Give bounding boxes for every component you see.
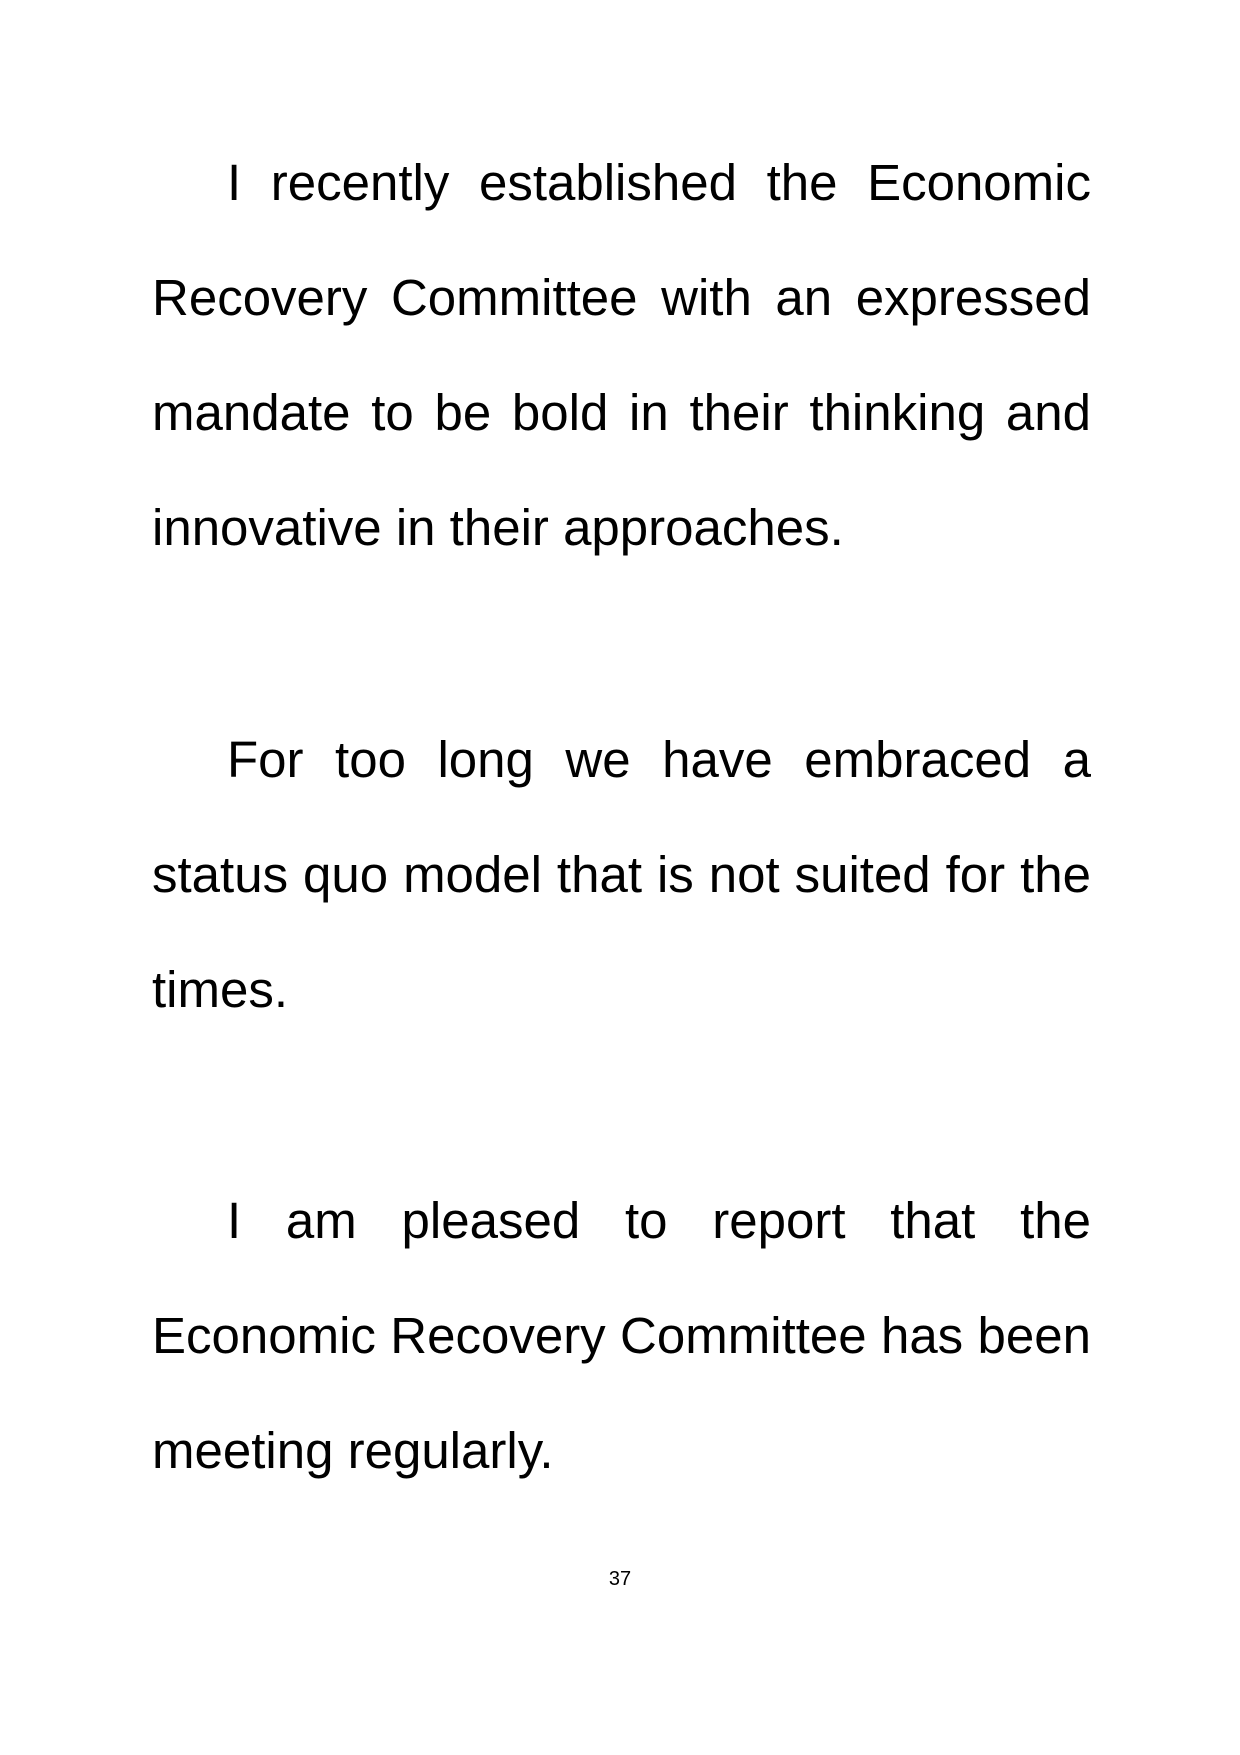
paragraph-3: I am pleased to report that the Economic Recovery Committee has been meeting regularly. [152,1192,1091,1479]
paragraph-2: For too long we have embraced a status quo model that is not suited for the times. [152,731,1091,1018]
page-number: 37 [608,1568,632,1590]
paragraph-1: I recently established the Economic Recovery Committee with an expressed mandate to be bold in their thinking and innovative in their approaches. [152,154,1091,556]
